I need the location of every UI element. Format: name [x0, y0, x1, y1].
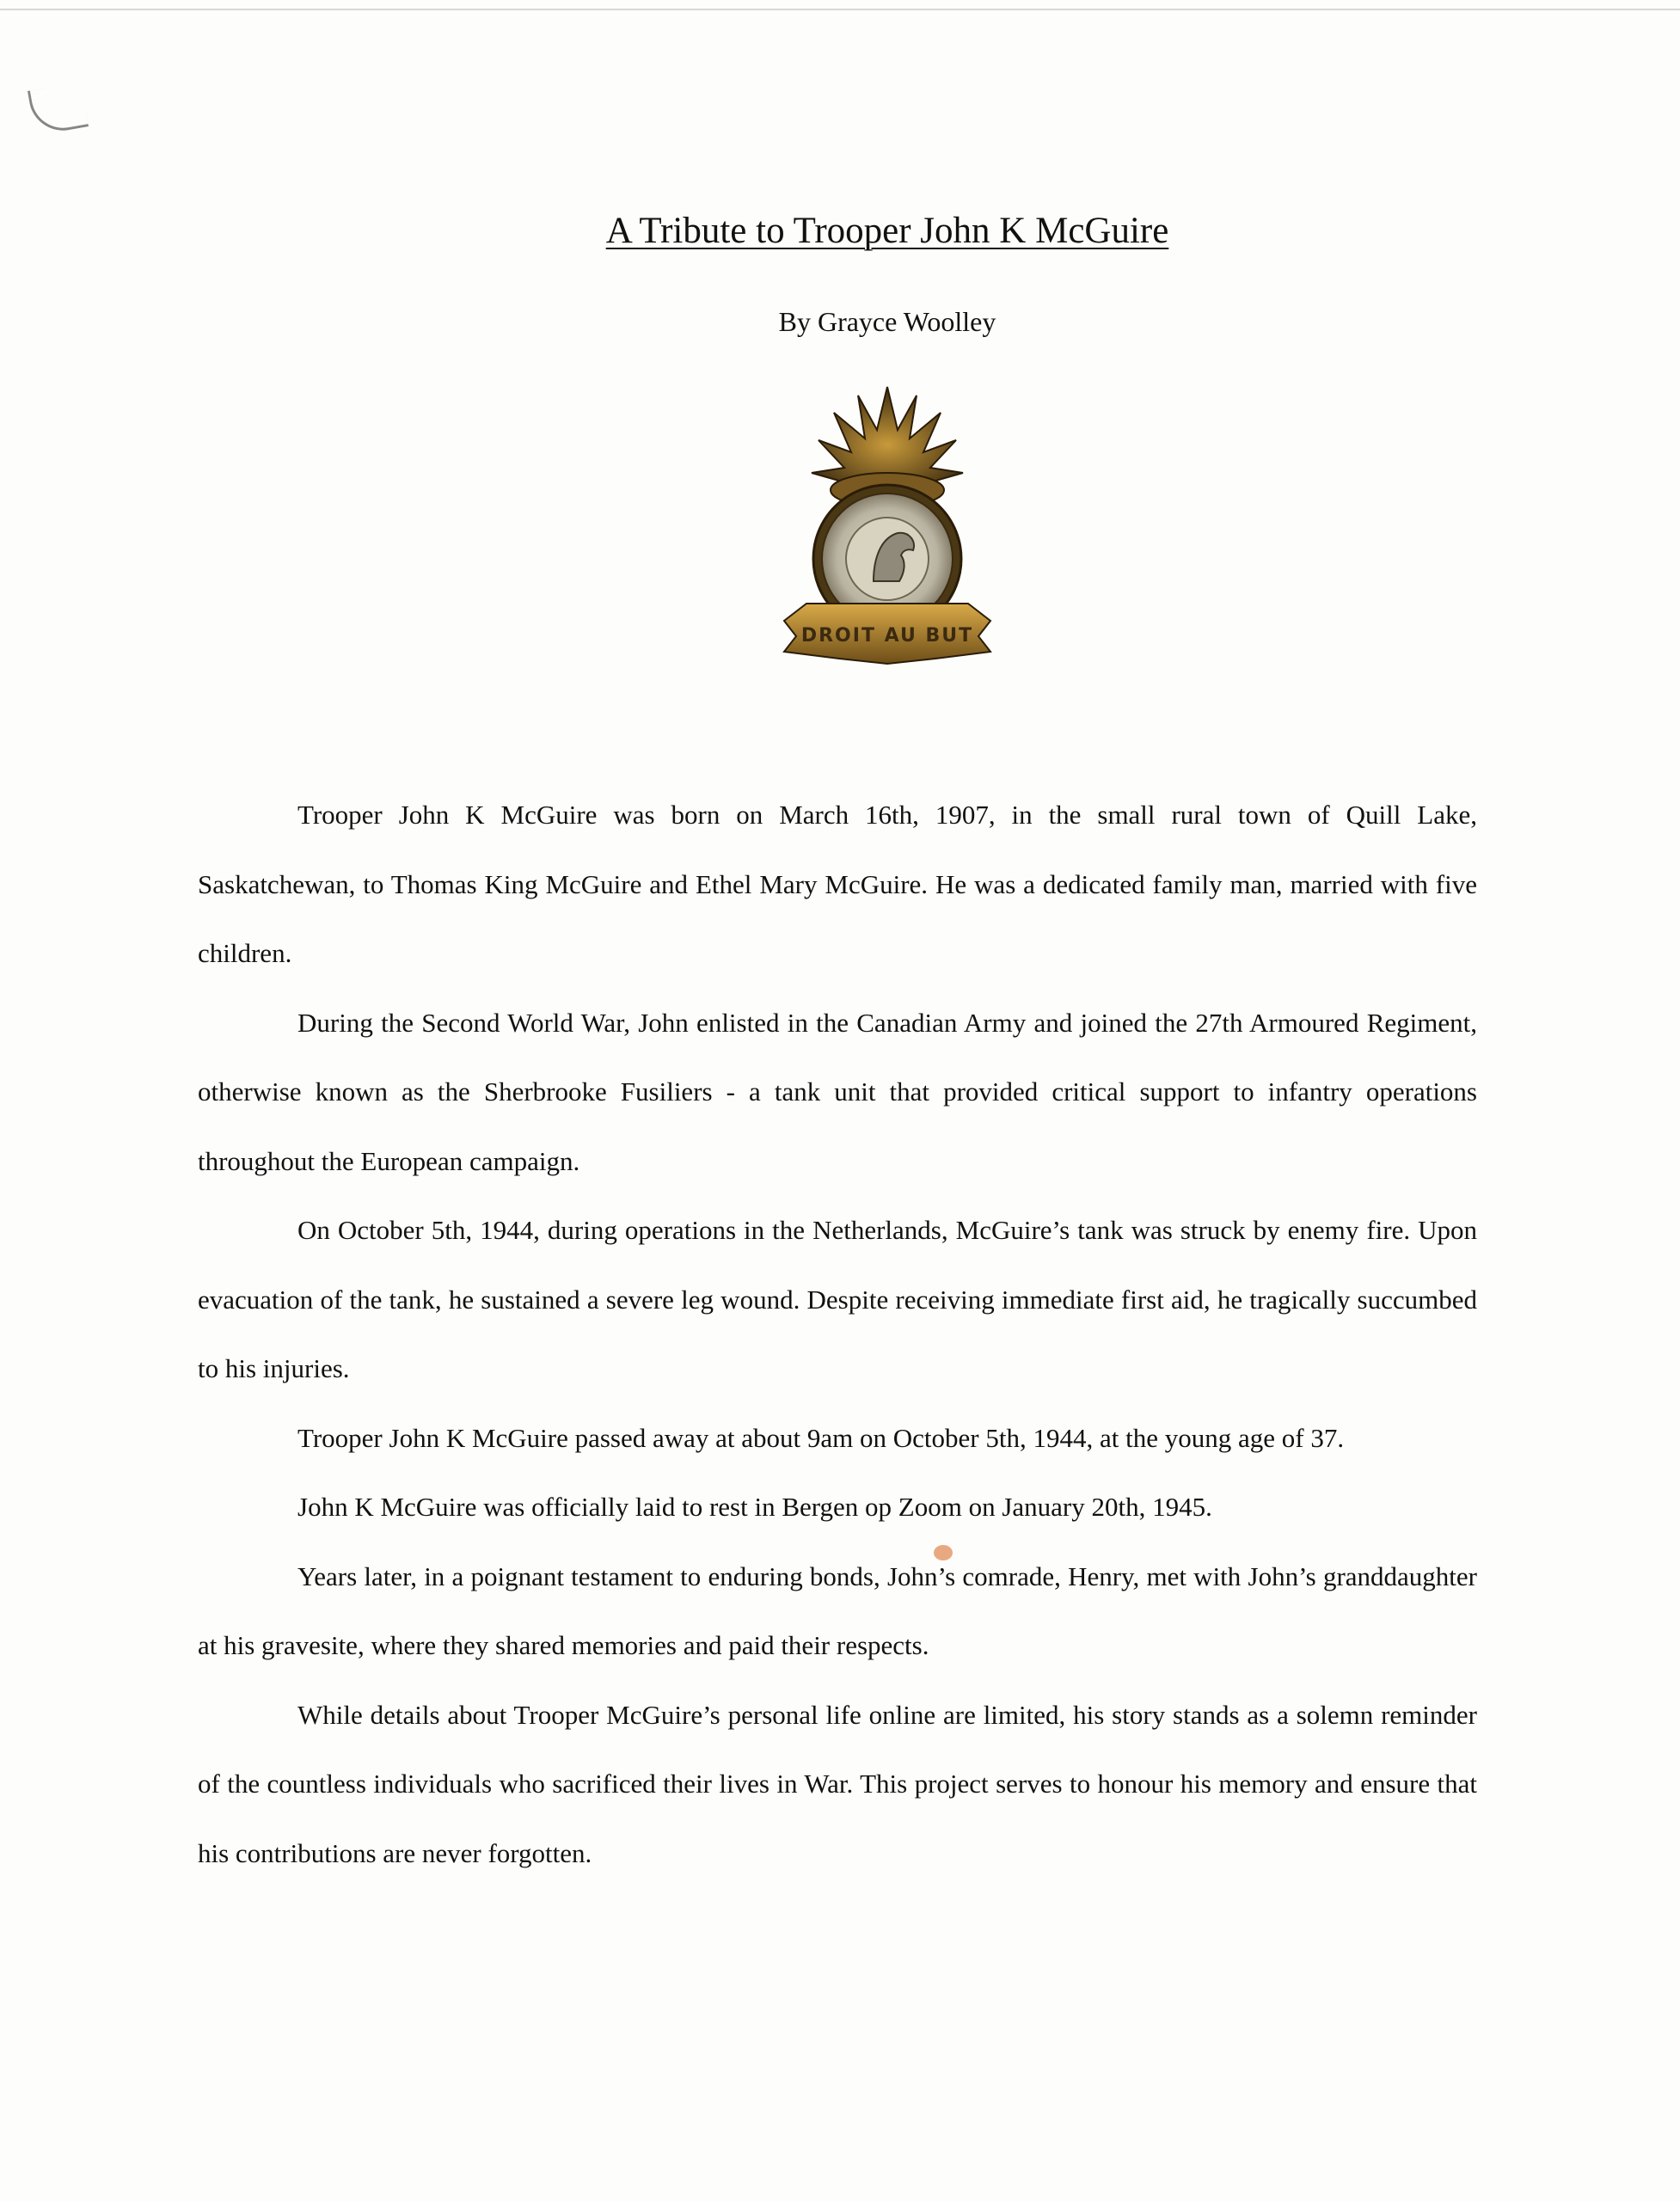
ink-stain [934, 1545, 953, 1560]
paragraph: During the Second World War, John enlisted in the Canadian Army and joined the 27th Armoured Regiment, otherwise known as the Sherbrooke Fusiliers - a tank unit that provided critical support to infantry operations throughout the European campaign. [198, 1007, 1477, 1176]
paragraph: John K McGuire was officially laid to rest in Bergen op Zoom on January 20th, 1945. [297, 1492, 1212, 1522]
corner-mark [28, 82, 89, 136]
paragraph: While details about Trooper McGuire’s personal life online are limited, his story stands as a solemn reminder of the countless individuals who sacrificed their lives in War. This project serves to honour his memory and ensure that his contributions are never forgotten. [198, 1699, 1477, 1868]
paragraph: Trooper John K McGuire was born on March 16th, 1907, in the small rural town of Quill Lake, Saskatchewan, to Thomas King McGuire and Ethel Mary McGuire. He was a dedicated family man, married with five children. [198, 800, 1477, 968]
paragraph: Years later, in a poignant testament to enduring bonds, John’s comrade, Henry, met with John’s granddaughter at his gravesite, where they shared memories and paid their respects. [198, 1560, 1477, 1660]
document-title: A Tribute to Trooper John K McGuire [605, 211, 1169, 251]
regimental-badge-image [772, 378, 1002, 679]
badge-motto-text: DROIT AU BUT [800, 625, 974, 647]
author-byline: By Grayce Woolley [778, 306, 996, 337]
scan-edge-line [0, 9, 1680, 10]
body-text [198, 781, 1477, 1888]
paragraph: Trooper John K McGuire passed away at about 9am on October 5th, 1944, at the young age of 37. [297, 1422, 1345, 1453]
badge-flames [812, 387, 963, 483]
paragraph: On October 5th, 1944, during operations in the Netherlands, McGuire’s tank was struck by enemy fire. Upon evacuation of the tank, he sustained a severe leg wound. Despite receiving immediate first aid, he tragically succumbed to his injuries. [198, 1215, 1477, 1383]
